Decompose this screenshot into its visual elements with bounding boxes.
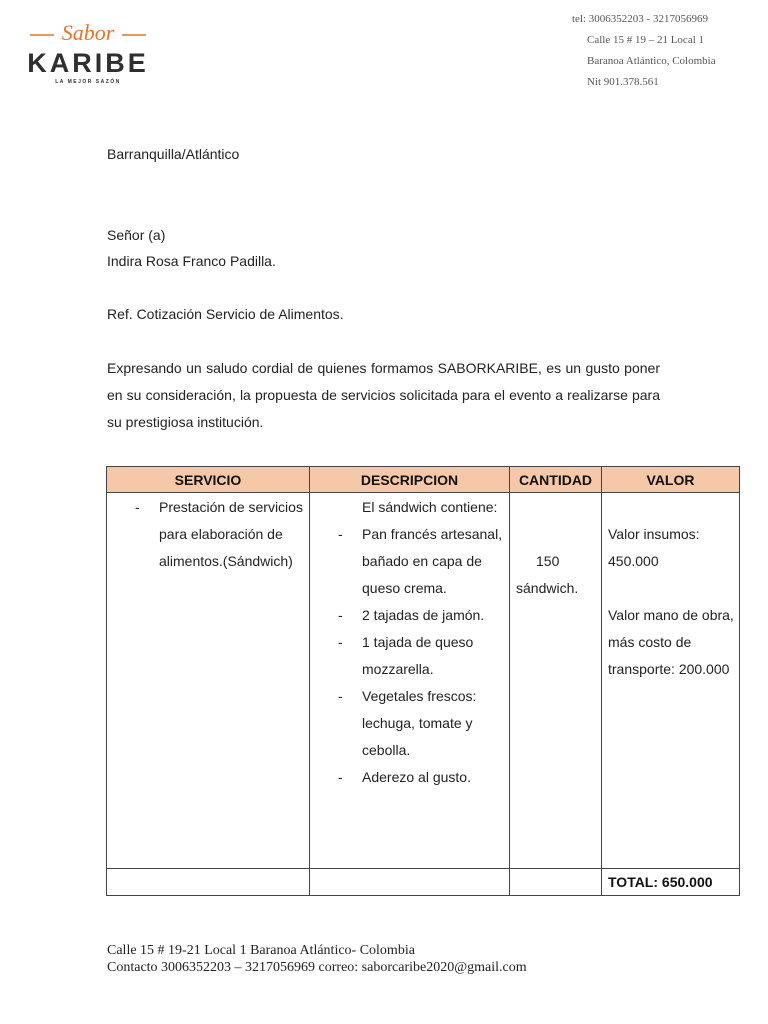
service-item: - Prestación de servicios para elaboración de alimentos.(Sándwich) — [135, 494, 307, 575]
value-insumos: Valor insumos: 450.000 — [608, 526, 700, 569]
cell-servicio — [107, 493, 310, 869]
footer-contact: Contacto 3006352203 – 3217056969 correo: saborcaribe2020@gmail.com — [107, 960, 527, 975]
cell-cantidad — [510, 493, 602, 869]
logo-graphic — [22, 16, 162, 86]
description-intro: El sándwich contiene: — [362, 499, 498, 515]
letter-salutation: Señor (a) — [107, 227, 166, 243]
total-empty-cell — [310, 869, 510, 896]
logo-script: Sabor — [61, 20, 115, 45]
quotation-table — [106, 466, 740, 896]
description-item: - 2 tajadas de jamón. — [338, 602, 505, 629]
value-mano-obra: Valor mano de obra, más costo de transporte: 200.000 — [608, 607, 734, 677]
table-row — [107, 493, 740, 869]
description-item: - Pan francés artesanal, bañado en capa de queso crema. — [338, 521, 505, 602]
cell-descripcion — [310, 493, 510, 869]
contact-nit: Nit 901.378.561 — [587, 76, 659, 88]
header-cantidad: CANTIDAD — [510, 467, 602, 493]
footer — [107, 942, 527, 976]
table-header-row — [107, 467, 740, 493]
letter-body: Expresando un saludo cordial de quienes formamos SABORKARIBE, es un gusto poner en su consideración, la propuesta de servicios solicitada para el evento a realizarse para su prestigiosa institución. — [107, 360, 660, 430]
header-valor: VALOR — [602, 467, 740, 493]
contact-phone: tel: 3006352203 - 3217056969 — [572, 13, 708, 25]
description-item: - Vegetales frescos: lechuga, tomate y cebolla. — [338, 683, 505, 764]
total-value: TOTAL: 650.000 — [602, 869, 740, 896]
total-empty-cell — [510, 869, 602, 896]
header-servicio: SERVICIO — [107, 467, 310, 493]
letter-reference: Ref. Cotización Servicio de Alimentos. — [107, 306, 344, 322]
cell-valor — [602, 493, 740, 869]
header-descripcion: DESCRIPCION — [310, 467, 510, 493]
letter-place: Barranquilla/Atlántico — [107, 146, 240, 162]
contact-block — [572, 9, 762, 93]
quantity-unit: sándwich. — [516, 580, 579, 596]
contact-address: Calle 15 # 19 – 21 Local 1 — [587, 34, 705, 46]
saborkaribe-logo — [22, 16, 162, 86]
total-empty-cell — [107, 869, 310, 896]
contact-city: Baranoa Atlántico, Colombia — [587, 55, 716, 67]
description-item: - 1 tajada de queso mozzarella. — [338, 629, 505, 683]
logo-tagline: LA MEJOR SAZÓN — [55, 79, 121, 85]
quantity-number: 150 — [536, 553, 560, 569]
logo-name: KARIBE — [27, 48, 149, 78]
table-total-row — [107, 869, 740, 896]
letter-recipient: Indira Rosa Franco Padilla. — [107, 253, 276, 269]
description-item: - Aderezo al gusto. — [338, 764, 505, 791]
footer-address: Calle 15 # 19-21 Local 1 Baranoa Atlántico- Colombia — [107, 943, 415, 958]
